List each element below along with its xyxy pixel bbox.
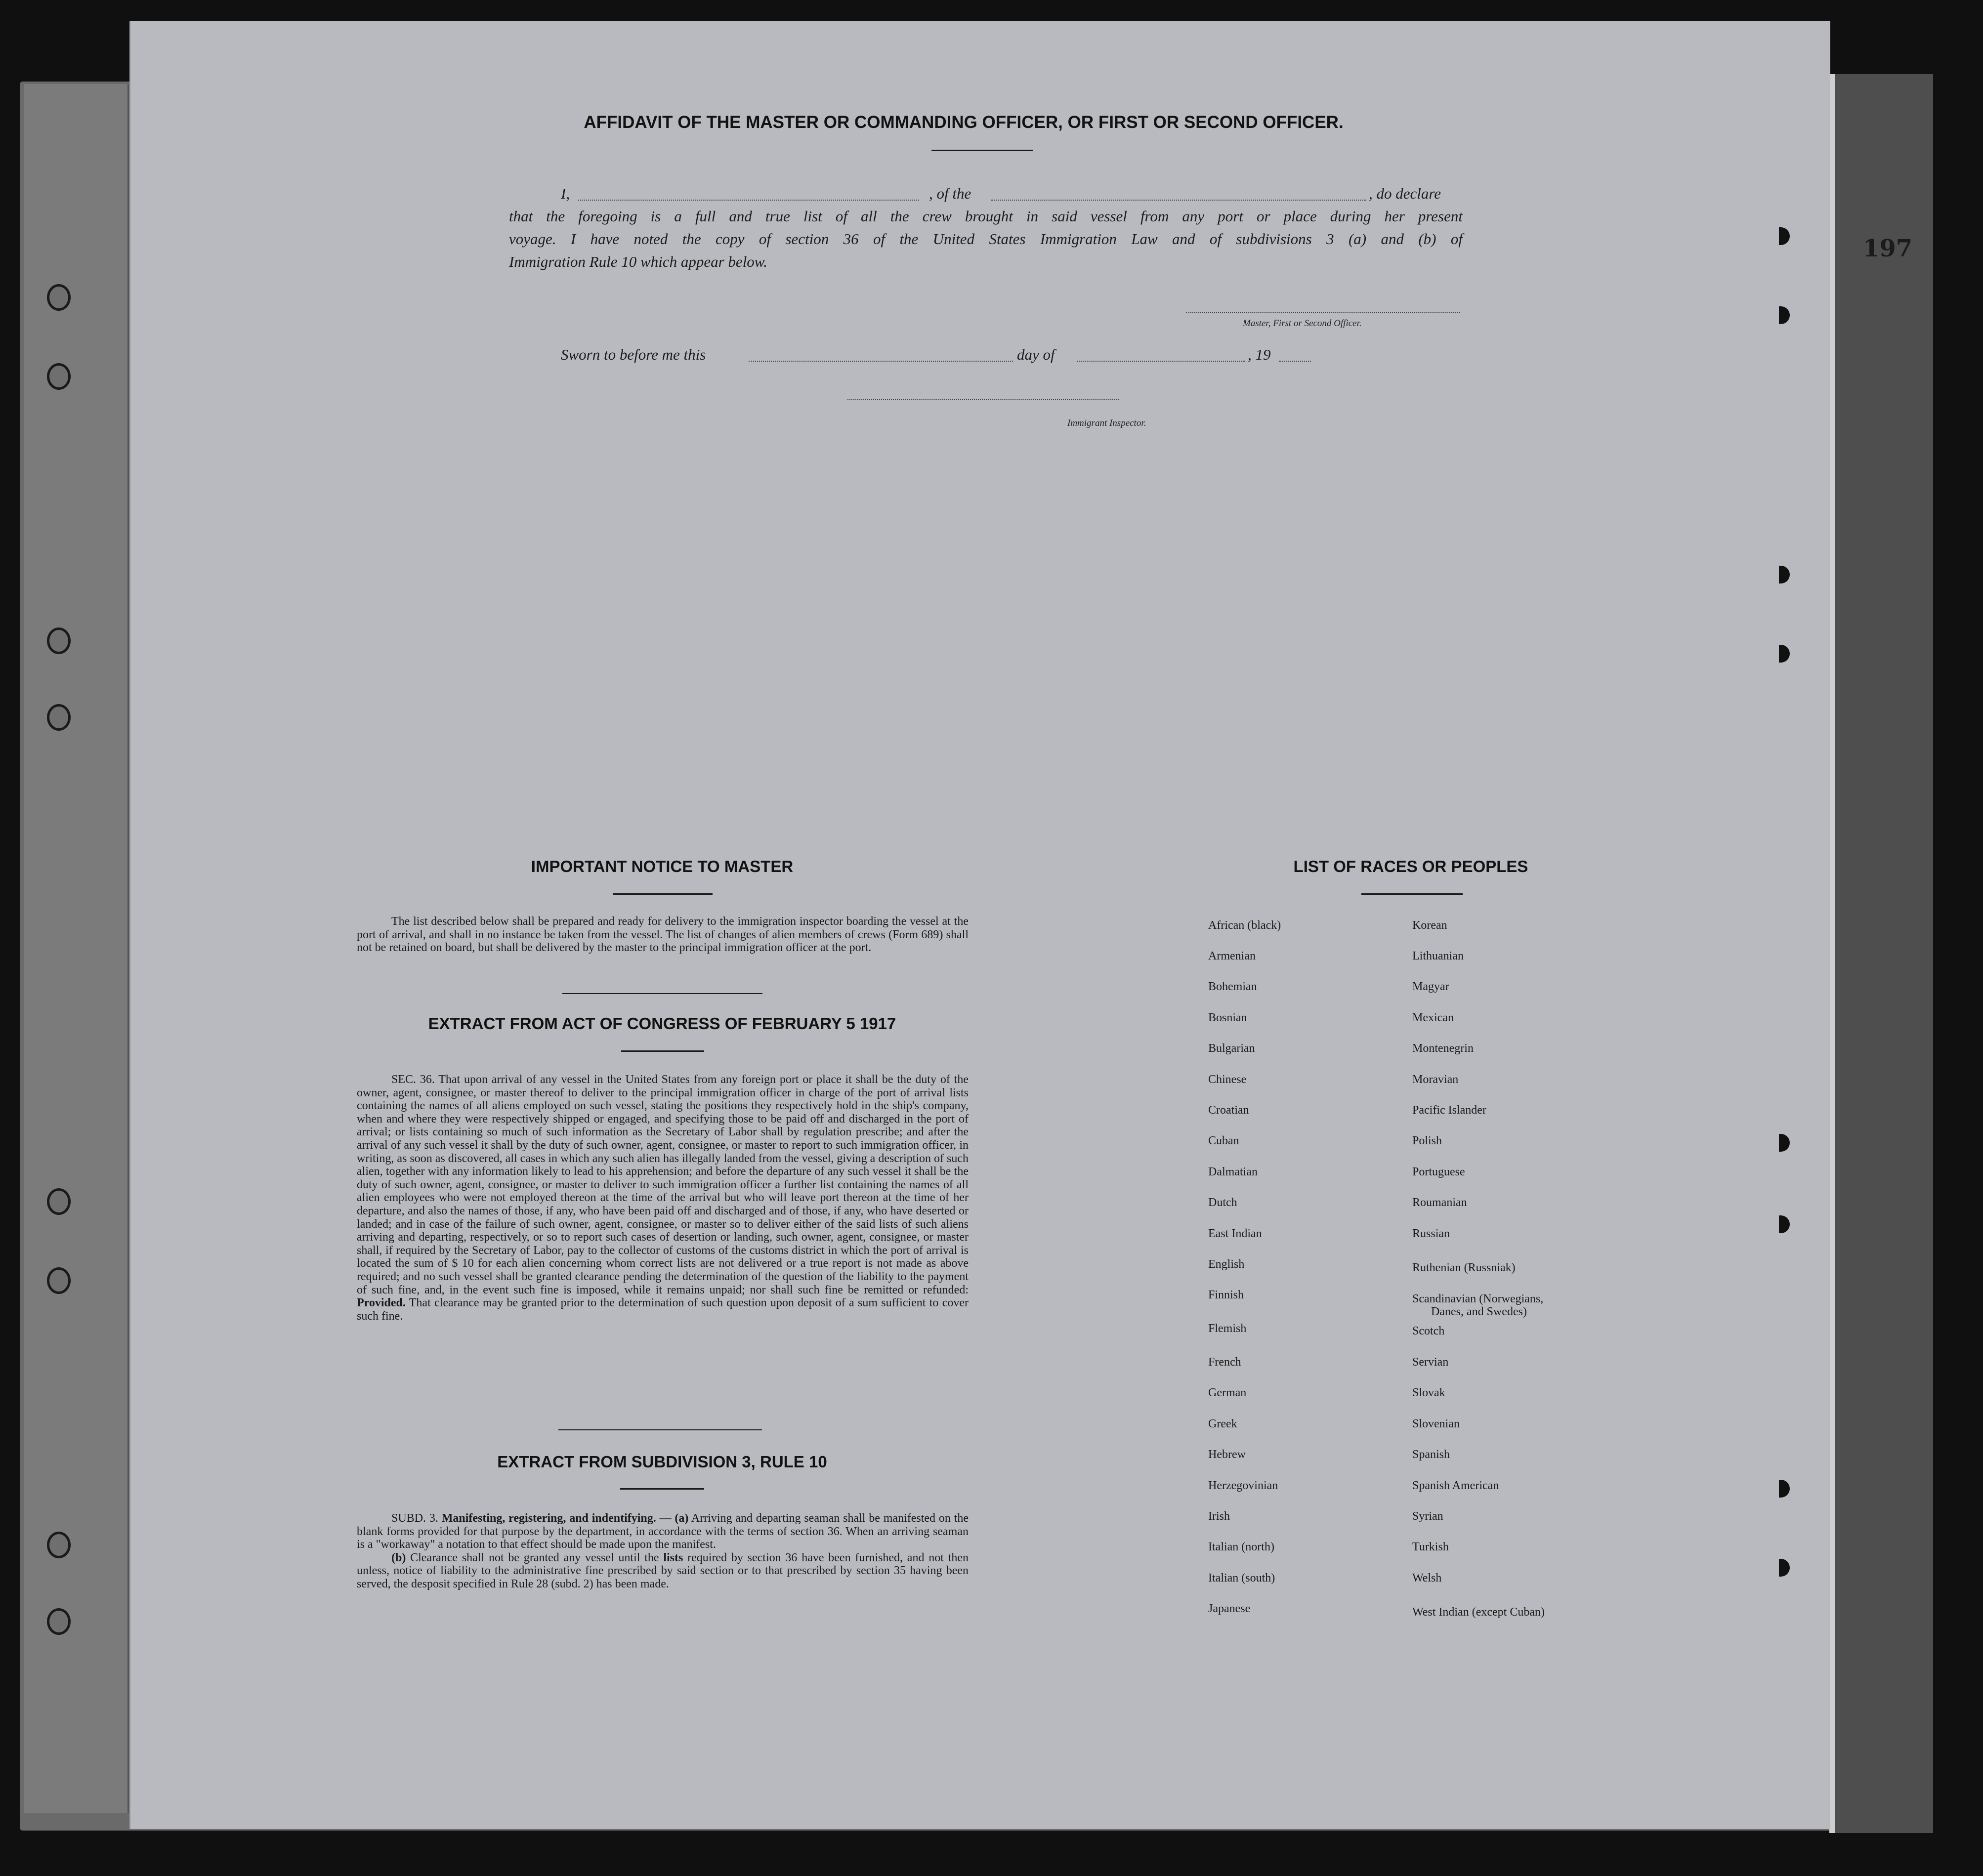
act-provided: Provided. [357, 1296, 406, 1310]
race-item: Slovak [1412, 1386, 1445, 1399]
affidavit-title: AFFIDAVIT OF THE MASTER OR COMMANDING OFFICER, OR FIRST OR SECOND OFFICER. [584, 113, 1344, 132]
race-item: Portuguese [1412, 1166, 1465, 1178]
race-item: Dalmatian [1208, 1166, 1258, 1178]
day-of-text: day of [1017, 346, 1055, 363]
affidavit-of-the: , of the [929, 185, 971, 202]
race-item: Croatian [1208, 1104, 1249, 1117]
race-item: French [1208, 1356, 1241, 1369]
year-blank [1279, 361, 1311, 362]
inspector-caption: Immigrant Inspector. [1067, 418, 1146, 428]
race-item: Servian [1412, 1356, 1449, 1369]
race-item: Hebrew [1208, 1448, 1246, 1461]
race-item: Italian (south) [1208, 1572, 1275, 1584]
rule-underline [620, 1488, 704, 1490]
name-blank [578, 200, 919, 201]
vessel-blank [991, 200, 1366, 201]
race-item: Cuban [1208, 1134, 1239, 1147]
act-body-text: SEC. 36. That upon arrival of any vessel in the United States from any foreign port or place it shall be the duty of the owner, agent, consignee, or master thereof to deliver to the principal immigration officer in charge of the port of arrival lists containing the names of all aliens employed on such vessel, stating the positions they respectively hold in the ship's company, when and where they were respectively shipped or engaged, and specifying those to be paid off and discharged in the port of arrival; or lists containing so much of such information as the Secretary of Labor shall by regulation prescribe; and after the arrival of any such vessel it shall by the duty of such owner, agent, consignee, or master to report to such immigration officer, in writing, as soon as discovered, all cases in which any such alien has illegally landed from the vessel, giving a description of such alien, together with any information likely to lead to his apprehension; and before the departure of any such vessel it shall be the duty of such owner, agent, consignee, or master to deliver to such immigration officer a further list containing the names of all alien employees who were not employed thereon at the time of the arrival but who will leave port thereon at the time of her departure, and also the names of those, if any, who have been paid off and discharged and of those, if any, who have deserted or landed; and in case of the failure of such owner, agent, consignee, or master so to deliver either of the said lists of such aliens arriving and departing, respectively, or so to report such cases of desertion or landing, such owner, agent, consignee, or master shall, if required by the Secretary of Labor, pay to the collector of customs of the customs district in which the port of arrival is located the sum of $ 10 for each alien concerning whom correct lists are not delivered or a true report is not made as above required; and no such vessel shall be granted clearance pending the determination of the question of the liability to the payment of such fine, and, in the event such fine is imposed, while it remains unpaid; nor shall such fine be remitted or refunded: [357, 1073, 969, 1296]
title-underline [931, 150, 1033, 151]
binder-strip [24, 84, 129, 1813]
subd-b: (b) [391, 1551, 406, 1564]
race-item: German [1208, 1386, 1247, 1399]
races-title: LIST OF RACES OR PEOPLES [1293, 857, 1528, 875]
race-item: Scotch [1412, 1325, 1445, 1337]
race-item: Herzegovinian [1208, 1479, 1278, 1492]
sworn-day-blank [749, 361, 1013, 362]
affidavit-declare: , do declare [1369, 185, 1441, 202]
act-divider [558, 1429, 762, 1430]
race-item: Syrian [1412, 1510, 1443, 1523]
subd-label: SUBD. 3. [391, 1512, 438, 1525]
race-item: Russian [1412, 1227, 1450, 1240]
race-item-continued: Danes, and Swedes) [1431, 1305, 1527, 1318]
binder-hole [47, 1188, 71, 1215]
binder-hole [47, 1267, 71, 1294]
sworn-text: Sworn to before me this [561, 346, 706, 363]
act-body [357, 1073, 969, 1323]
races-underline [1361, 893, 1463, 895]
race-item: Magyar [1412, 980, 1449, 993]
subd-b-lists: lists [663, 1551, 683, 1564]
rule-title: EXTRACT FROM SUBDIVISION 3, RULE 10 [497, 1453, 827, 1471]
race-item: Italian (north) [1208, 1541, 1274, 1553]
binder-hole [47, 363, 71, 390]
affidavit-line-2: that the foregoing is a full and true list of all the crew brought in said vessel from any port or place during her present [509, 208, 1463, 225]
race-item: Slovenian [1412, 1417, 1460, 1430]
race-item: Bohemian [1208, 980, 1257, 993]
affidavit-line-4: Immigration Rule 10 which appear below. [509, 253, 767, 270]
affidavit-i: I, [561, 185, 570, 202]
race-item: Irish [1208, 1510, 1230, 1523]
race-item: Pacific Islander [1412, 1104, 1486, 1117]
subd-a-text: Arriving and departing seaman shall be manifested on the blank forms provided for that purpose by the department, in accordance with the terms of section 36. When an arriving seaman is a "workaway" a notation to that effect should be made upon the manifest. [357, 1512, 969, 1551]
page-number: 197 [1863, 235, 1913, 262]
race-item: Montenegrin [1412, 1042, 1474, 1055]
race-item: Mexican [1412, 1011, 1454, 1024]
notice-body: The list described below shall be prepared and ready for delivery to the immigration inspector boarding the vessel at the port of arrival, and shall in no instance be taken from the vessel. The list of changes of alien members of crews (Form 689) shall not be retained on board, but shall be delivered by the master to the principal immigration officer at the port. [357, 915, 969, 955]
race-item: Ruthenian (Russniak) [1412, 1261, 1516, 1274]
race-item: Finnish [1208, 1289, 1244, 1301]
race-item: Flemish [1208, 1322, 1247, 1335]
race-item: Korean [1412, 919, 1447, 932]
race-item: Polish [1412, 1134, 1442, 1147]
subd-a: — (a) [659, 1512, 689, 1525]
race-item: Welsh [1412, 1572, 1442, 1584]
notice-divider [562, 993, 762, 994]
race-item: Lithuanian [1412, 950, 1464, 962]
binder-hole [47, 284, 71, 311]
race-item: Greek [1208, 1417, 1237, 1430]
officer-caption: Master, First or Second Officer. [1243, 318, 1362, 329]
race-item: Spanish American [1412, 1479, 1499, 1492]
race-item: Moravian [1412, 1073, 1459, 1086]
race-item: Japanese [1208, 1602, 1251, 1615]
act-underline [621, 1050, 704, 1052]
affidavit-line-3: voyage. I have noted the copy of section 36 of the United States Immigration Law and of subdivisions 3 (a) and (b) of [509, 230, 1463, 248]
race-item: Roumanian [1412, 1196, 1467, 1209]
race-item: Scandinavian (Norwegians, [1412, 1292, 1544, 1305]
subd-b-text-2: required by section 36 have been furnished, and not then unless, notice of liability to the administrative fine prescribed by said section or to that prescribed by section 35 having been served, the desposit specified in Rule 28 (subd. 2) has been made. [357, 1551, 969, 1590]
year-text: , 19 [1248, 346, 1271, 363]
rule-paragraph-a [357, 1512, 969, 1551]
notice-underline [613, 893, 713, 895]
race-item: Bulgarian [1208, 1042, 1255, 1055]
rule-body [357, 1512, 969, 1591]
binder-hole [47, 704, 71, 731]
act-body-end: That clearance may be granted prior to the determination of such question upon deposit of a sum sufficient to cover such fine. [357, 1296, 969, 1323]
race-item: Dutch [1208, 1196, 1237, 1209]
binder-hole [47, 1608, 71, 1635]
binder-hole [47, 627, 71, 654]
subd-b-text-1: Clearance shall not be granted any vessel until the [410, 1551, 659, 1564]
binder-hole [47, 1532, 71, 1558]
race-item: Turkish [1412, 1541, 1449, 1553]
race-item: Armenian [1208, 950, 1256, 962]
rule-paragraph-b [357, 1551, 969, 1591]
race-item: Bosnian [1208, 1011, 1247, 1024]
race-item: Chinese [1208, 1073, 1247, 1086]
race-item: East Indian [1208, 1227, 1262, 1240]
page-stack-edge [1829, 74, 1933, 1833]
race-item: Spanish [1412, 1448, 1450, 1461]
subd-heading: Manifesting, registering, and indentifying. [441, 1512, 656, 1525]
officer-signature-line [1186, 312, 1460, 313]
notice-title: IMPORTANT NOTICE TO MASTER [531, 857, 794, 875]
act-title: EXTRACT FROM ACT OF CONGRESS OF FEBRUARY 5 1917 [428, 1014, 896, 1033]
race-item: African (black) [1208, 919, 1281, 932]
inspector-signature-line [847, 399, 1119, 400]
race-item: West Indian (except Cuban) [1412, 1606, 1545, 1619]
month-blank [1077, 361, 1245, 362]
race-item: English [1208, 1258, 1245, 1271]
